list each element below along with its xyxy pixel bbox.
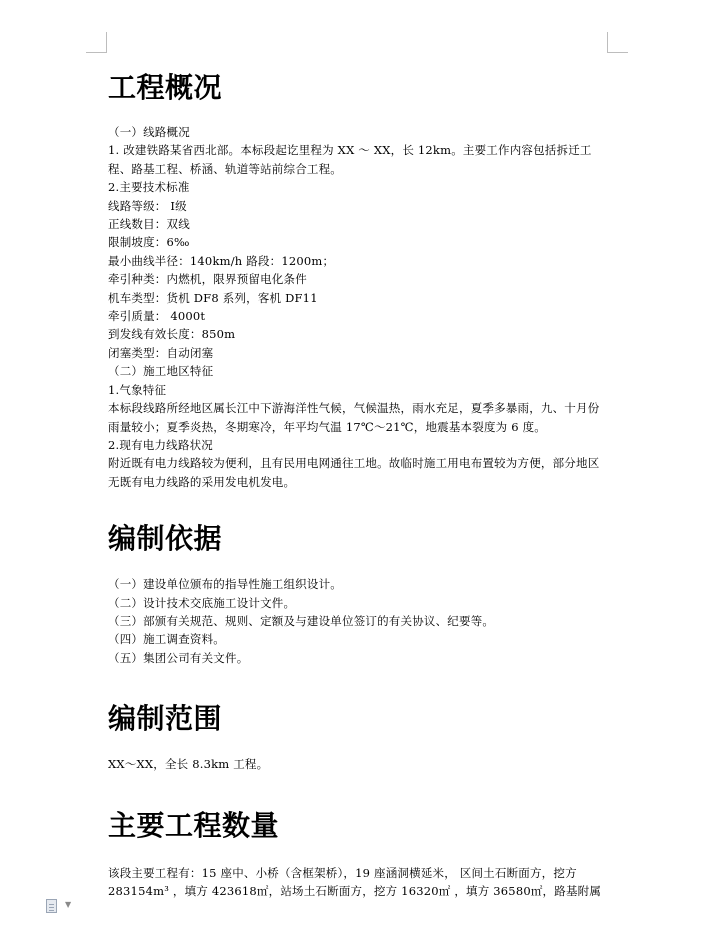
section-project-overview-body (108, 123, 608, 491)
line: 该段主要工程有：15 座中、小桥（含框架桥），19 座涵洞横延米， 区间土石断面方，挖方 283154m³ ，填方 423618㎡，站场土石断面方，挖方 16320㎡ ，填方 36580㎡，路基附属 (108, 865, 602, 898)
line: 1. 改建铁路某省西北部。本标段起讫里程为 XX ～ XX，长 12km。主要工作内容包括拆迁工程、路基工程、桥涵、轨道等站前综合工程。 (108, 143, 592, 176)
line: 限制坡度：6‰ (108, 235, 190, 250)
section-compilation-basis-body (108, 575, 608, 667)
document-page (108, 70, 608, 900)
line: （一）建设单位颁布的指导性施工组织设计。 (108, 577, 342, 592)
line: 最小曲线半径：140km/h 路段：1200m； (108, 253, 335, 268)
line: （一）线路概况 (108, 125, 190, 139)
heading-project-overview: 工程概况 (108, 71, 223, 104)
line: （二）施工地区特征 (108, 364, 214, 379)
line: 闭塞类型：自动闭塞 (108, 345, 214, 360)
line: （二）设计技术交底施工设计文件。 (108, 595, 296, 610)
document-icon[interactable] (46, 899, 57, 913)
heading-compilation-scope: 编制范围 (108, 702, 223, 736)
line: 本标段线路所经地区属长江中下游海洋性气候，气候温热，雨水充足，夏季多暴雨，九、十月份雨量较小；夏季炎热，冬期寒冷，年平均气温 17℃～21℃，地震基本裂度为 6 度。 (108, 401, 600, 434)
line: 牵引种类：内燃机，限界预留电化条件 (108, 272, 307, 287)
line: 牵引质量： 4000t (108, 309, 206, 324)
line: 机车类型：货机 DF8 系列，客机 DF11 (108, 290, 318, 305)
line: 到发线有效长度：850m (108, 327, 236, 342)
chevron-down-icon[interactable]: ▼ (65, 900, 72, 909)
line: 附近既有电力线路较为便利，且有民用电网通往工地。故临时施工用电布置较为方便，部分地区无既有电力线路的采用发电机发电。 (108, 456, 600, 489)
line: XX～XX，全长 8.3km 工程。 (108, 757, 269, 772)
line: （三）部颁有关规范、规则、定额及与建设单位签订的有关协议、纪要等。 (108, 613, 495, 628)
line: 2.主要技术标准 (108, 180, 190, 195)
line: （四）施工调查资料。 (108, 632, 225, 647)
line: 1.气象特征 (108, 382, 167, 397)
page-corner-mark-top-left (86, 32, 107, 53)
line: 正线数目：双线 (108, 217, 190, 232)
line: 2.现有电力线路状况 (108, 437, 213, 452)
heading-compilation-basis: 编制依据 (108, 522, 223, 556)
line: （五）集团公司有关文件。 (108, 650, 249, 665)
line: 线路等级： Ⅰ级 (108, 198, 187, 213)
section-compilation-scope-body (108, 755, 608, 773)
page-corner-mark-top-right (607, 32, 628, 53)
heading-main-quantities: 主要工程数量 (108, 808, 280, 842)
section-main-quantities-body (108, 864, 608, 901)
